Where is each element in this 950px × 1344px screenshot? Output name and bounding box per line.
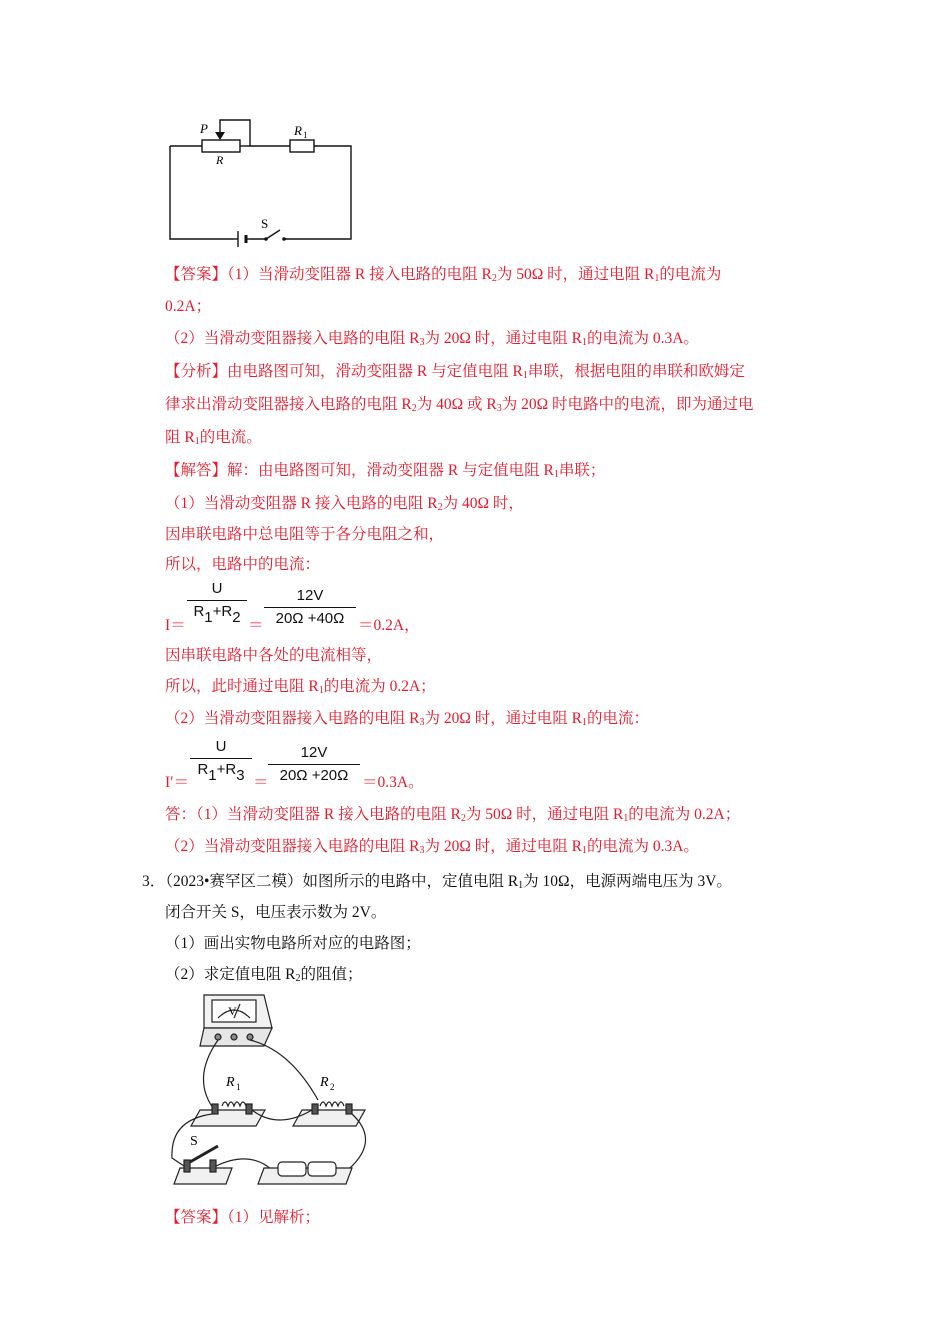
answer-tag: 【答案】	[165, 266, 228, 283]
text: 为 40Ω 或 R	[416, 396, 497, 413]
switch-label: S	[190, 1134, 198, 1149]
text: （1）当滑动变阻器 R 接入电路的电阻 R	[227, 266, 492, 283]
question3-line-2: 闭合开关 S，电压表示数为 2V。	[165, 904, 387, 921]
answer-line-3	[165, 326, 699, 348]
sub: 1	[581, 845, 587, 856]
sub: 3	[236, 767, 245, 784]
sub: 2	[460, 813, 466, 824]
text: （2）求定值电阻 R	[165, 966, 296, 983]
fraction-bar	[268, 764, 360, 765]
denominator	[187, 602, 247, 626]
formula2-fraction-symbolic	[190, 737, 252, 784]
text: （2023•赛罕区二模）如图所示的电路中，定值电阻 R	[165, 873, 519, 890]
formula1-lhs: I＝	[165, 617, 186, 634]
answer-tag: 【答案】	[165, 1209, 228, 1226]
sub: 1	[553, 469, 559, 480]
sub: 2	[491, 273, 497, 284]
text: （2）当滑动变阻器接入电路的电阻 R	[165, 838, 420, 855]
text: 为 40Ω 时，	[442, 495, 524, 512]
formula2-eq: ＝	[253, 774, 269, 791]
text: 的电流。	[199, 429, 262, 446]
text: 解：由电路图可知，滑动变阻器 R 与定值电阻 R	[227, 462, 554, 479]
final-answer-line-1	[165, 802, 740, 824]
text: 串联，根据电阻的串联和欧姆定	[527, 363, 745, 380]
label-r: R	[216, 153, 224, 167]
formula2-result: ＝0.3A。	[362, 774, 424, 791]
analysis-line-1	[165, 359, 745, 381]
text: R	[193, 603, 205, 620]
fraction-bar	[264, 607, 356, 608]
question3-part1: （1）画出实物电路所对应的电路图；	[165, 935, 421, 952]
text: 为 20Ω 时电路中的电流，即为通过电	[501, 396, 754, 413]
numerator: U	[215, 738, 227, 755]
text: 的电流为 0.2A；	[628, 806, 741, 823]
text: +R	[212, 603, 233, 620]
final-answer-line-2	[165, 834, 699, 856]
solution-line-3: 因串联电路中总电阻等于各分电阻之和，	[165, 526, 445, 543]
text: （1）见解析；	[227, 1209, 321, 1226]
text: 串联；	[558, 462, 606, 479]
fraction-bar	[187, 600, 247, 601]
text: +R	[216, 761, 237, 778]
sub: 1	[522, 370, 528, 381]
text: 为 20Ω 时，通过电阻 R	[424, 710, 582, 727]
sub: 1	[581, 717, 587, 728]
question3-line-1	[142, 869, 732, 891]
analysis-line-3	[165, 425, 262, 447]
text: 阻 R	[165, 429, 195, 446]
label-p: P	[200, 121, 208, 136]
text: 的电流为 0.3A。	[586, 330, 699, 347]
sub: 2	[437, 502, 443, 513]
text: （1）当滑动变阻器 R 接入电路的电阻 R	[165, 495, 438, 512]
series-circuit-diagram	[160, 112, 370, 247]
text: 的电流为 0.2A；	[323, 678, 436, 695]
sub: 1	[654, 273, 660, 284]
r2-label-sub: 2	[330, 1082, 335, 1092]
label-r1: R	[294, 123, 302, 138]
question3-answer	[165, 1205, 320, 1227]
solution-line-5: 因串联电路中各处的电流相等，	[165, 647, 383, 664]
analysis-tag: 【分析】	[165, 363, 228, 380]
sub: 3	[496, 403, 502, 414]
text: 所以，此时通过电阻 R	[165, 678, 319, 695]
text: （2）当滑动变阻器接入电路的电阻 R	[165, 710, 420, 727]
sub: 3	[419, 717, 425, 728]
text: 由电路图可知，滑动变阻器 R 与定值电阻 R	[227, 363, 523, 380]
numerator: 12V	[296, 587, 324, 604]
solution-line-7	[165, 706, 649, 728]
text: 为 50Ω 时，通过电阻 R	[465, 806, 624, 823]
r1-label-sub: 1	[236, 1082, 241, 1092]
text: 为 50Ω 时，通过电阻 R	[496, 266, 655, 283]
formula1-fraction-symbolic	[187, 579, 247, 626]
text: 为 20Ω 时，通过电阻 R	[424, 330, 582, 347]
text: 答：（1）当滑动变阻器 R 接入电路的电阻 R	[165, 806, 461, 823]
r1-label: R	[226, 1075, 235, 1090]
denominator: 20Ω +20Ω	[279, 767, 349, 784]
voltmeter-label: V	[228, 1004, 237, 1018]
analysis-line-2	[165, 392, 753, 414]
sub: 1	[623, 813, 629, 824]
formula2-lhs: I′＝	[165, 774, 190, 791]
solution-line-6	[165, 674, 436, 696]
sub: 1	[204, 609, 213, 626]
text: R	[197, 761, 209, 778]
formula1-eq: ＝	[248, 617, 264, 634]
sub: 1	[581, 337, 587, 348]
text: （2）当滑动变阻器接入电路的电阻 R	[165, 330, 420, 347]
question-number: 3．	[142, 873, 166, 890]
answer-line-2: 0.2A；	[165, 298, 212, 315]
sub: 2	[411, 403, 417, 414]
sub: 1	[318, 685, 324, 696]
text: 的阻值；	[300, 966, 363, 983]
text: 的电流为 0.3A。	[586, 838, 699, 855]
physical-circuit-illustration	[160, 990, 375, 1195]
sub: 2	[295, 973, 301, 984]
solution-line-1	[165, 458, 605, 480]
sub: 1	[194, 436, 200, 447]
sub: 1	[518, 880, 524, 891]
question3-part2	[165, 962, 362, 984]
numerator: 12V	[300, 744, 328, 761]
text: 为 10Ω，电源两端电压为 3V。	[523, 873, 732, 890]
text: 为 20Ω 时，通过电阻 R	[424, 838, 582, 855]
solution-line-2	[165, 491, 524, 513]
sub: 3	[419, 337, 425, 348]
formula1-fraction-numeric	[264, 586, 356, 629]
fraction-bar	[190, 758, 252, 759]
denominator: 20Ω +40Ω	[275, 610, 345, 627]
label-s: S	[261, 216, 269, 231]
sub: 3	[419, 845, 425, 856]
answer-line-1	[165, 262, 721, 284]
solution-tag: 【解答】	[165, 462, 228, 479]
formula2-fraction-numeric	[268, 743, 360, 786]
sub: 1	[208, 767, 217, 784]
text: 律求出滑动变阻器接入电路的电阻 R	[165, 396, 412, 413]
label-r1-sub: 1	[303, 130, 308, 140]
r2-label: R	[320, 1075, 329, 1090]
sub: 2	[232, 609, 241, 626]
text: 的电流：	[586, 710, 649, 727]
numerator: U	[211, 580, 223, 597]
formula1-result: ＝0.2A，	[358, 617, 420, 634]
text: 的电流为	[659, 266, 722, 283]
solution-line-4: 所以，电路中的电流：	[165, 556, 321, 573]
denominator	[190, 760, 252, 784]
